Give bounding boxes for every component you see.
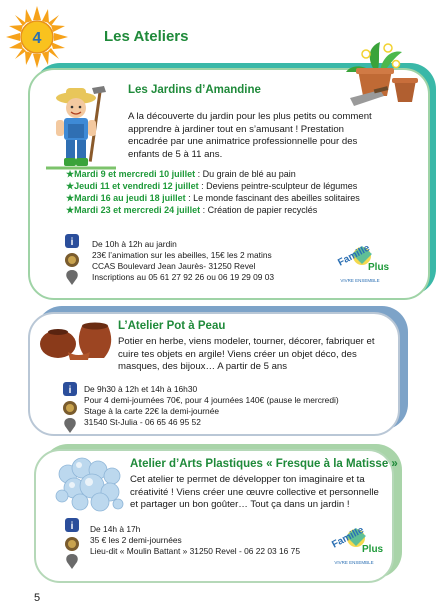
info-line: De 14h à 17h bbox=[90, 524, 141, 534]
money-icon bbox=[65, 253, 79, 267]
map-pin-icon bbox=[64, 418, 76, 433]
section-intro-jardins bbox=[128, 111, 410, 161]
intro-line: créativité ! Viens créer une œuvre collective et personnelle bbox=[130, 486, 379, 498]
info-icons-group bbox=[62, 516, 84, 570]
intro-line: A la découverte du jardin pour les plus petits ou comment bbox=[128, 111, 372, 122]
info-icon bbox=[65, 518, 79, 532]
info-line: Inscriptions au 05 61 27 92 26 ou 06 19 29 09 03 bbox=[92, 272, 275, 282]
session-item: ★Jeudi 11 et vendredi 12 juillet : Deviens peintre-sculpteur de légumes bbox=[66, 181, 358, 191]
info-line: De 9h30 à 12h et 14h à 16h30 bbox=[84, 384, 198, 394]
session-list bbox=[66, 168, 360, 216]
svg-text:VIVRE ENSEMBLE: VIVRE ENSEMBLE bbox=[340, 278, 380, 283]
page-number: 5 bbox=[34, 592, 41, 604]
info-icons-group bbox=[60, 380, 82, 434]
info-block-arts bbox=[90, 524, 300, 557]
section-title-pot: L’Atelier Pot à Peau bbox=[118, 320, 226, 332]
map-pin-icon bbox=[66, 554, 78, 569]
map-pin-icon bbox=[66, 270, 78, 285]
info-icon bbox=[65, 234, 79, 248]
section-intro-arts bbox=[130, 474, 386, 512]
info-line: 35 € les 2 demi-journées bbox=[90, 535, 182, 545]
gardener-illustration bbox=[46, 84, 116, 170]
info-line: De 10h à 12h au jardin bbox=[92, 239, 177, 249]
famille-plus-logo bbox=[322, 518, 386, 568]
intro-line: Cet atelier te permet de développer ton imaginaire et ta bbox=[130, 474, 365, 485]
money-icon bbox=[63, 401, 77, 415]
intro-line: masques, des bijoux… A partir de 5 ans bbox=[118, 361, 288, 373]
section-number: 4 bbox=[32, 30, 42, 47]
money-icon bbox=[65, 537, 79, 551]
paint-splash-illustration bbox=[54, 456, 126, 514]
svg-text:i: i bbox=[70, 521, 74, 532]
intro-line: encadrée par une animatrice professionnelle pour des bbox=[128, 136, 358, 148]
info-line: 23€ l’animation sur les abeilles, 15€ les 2 matins bbox=[92, 250, 272, 260]
plant-pots-illustration bbox=[344, 40, 422, 110]
info-block-jardins bbox=[92, 239, 274, 283]
intro-line: Potier en herbe, viens modeler, tourner, décorer, fabriquer et bbox=[118, 336, 375, 347]
svg-text:Famille: Famille bbox=[330, 524, 366, 551]
info-icons-group bbox=[62, 232, 84, 286]
section-title-jardins: Les Jardins d’Amandine bbox=[128, 84, 261, 96]
page-title: Les Ateliers bbox=[104, 28, 189, 45]
info-line: CCAS Boulevard Jean Jaurès- 31250 Revel bbox=[92, 261, 256, 271]
famille-plus-logo bbox=[328, 236, 392, 286]
intro-line: cuire tes objets en argile! Viens créer un objet déco, des bbox=[118, 348, 357, 360]
svg-text:i: i bbox=[70, 237, 74, 248]
intro-line: enfants de 5 à 11 ans. bbox=[128, 148, 223, 160]
info-line: Pour 4 demi-journées 70€, pour 4 journées 140€ (pause le mercredi) bbox=[84, 395, 339, 405]
svg-text:Plus: Plus bbox=[368, 262, 390, 273]
svg-text:VIVRE ENSEMBLE: VIVRE ENSEMBLE bbox=[334, 560, 374, 565]
clay-pots-illustration bbox=[38, 318, 114, 362]
intro-line: apprendre à jardiner tout en s’amusant ! Prestation bbox=[128, 123, 344, 135]
session-item: ★Mardi 23 et mercredi 24 juillet : Création de papier recyclés bbox=[66, 205, 318, 215]
sun-icon bbox=[6, 6, 68, 68]
svg-text:Famille: Famille bbox=[336, 242, 372, 269]
info-line: Lieu-dit « Moulin Battant » 31250 Revel - 06 22 03 16 75 bbox=[90, 546, 300, 556]
svg-text:i: i bbox=[68, 385, 72, 396]
svg-text:Plus: Plus bbox=[362, 544, 384, 555]
session-item: ★Mardi 9 et mercredi 10 juillet : Du grain de blé au pain bbox=[66, 169, 296, 179]
intro-line: et partager un bon goûter… Tout ça dans un jardin ! bbox=[130, 499, 350, 511]
info-line: Stage à la carte 22€ la demi-journée bbox=[84, 406, 220, 416]
section-title-arts: Atelier d’Arts Plastiques « Fresque à la Matisse » bbox=[130, 458, 398, 470]
info-line: 31540 St-Julia - 06 65 46 95 52 bbox=[84, 417, 201, 427]
section-intro-pot bbox=[118, 336, 388, 374]
info-icon bbox=[63, 382, 77, 396]
info-block-pot bbox=[84, 384, 339, 428]
session-item: ★Mardi 16 au jeudi 18 juillet : Le monde fascinant des abeilles solitaires bbox=[66, 193, 360, 203]
